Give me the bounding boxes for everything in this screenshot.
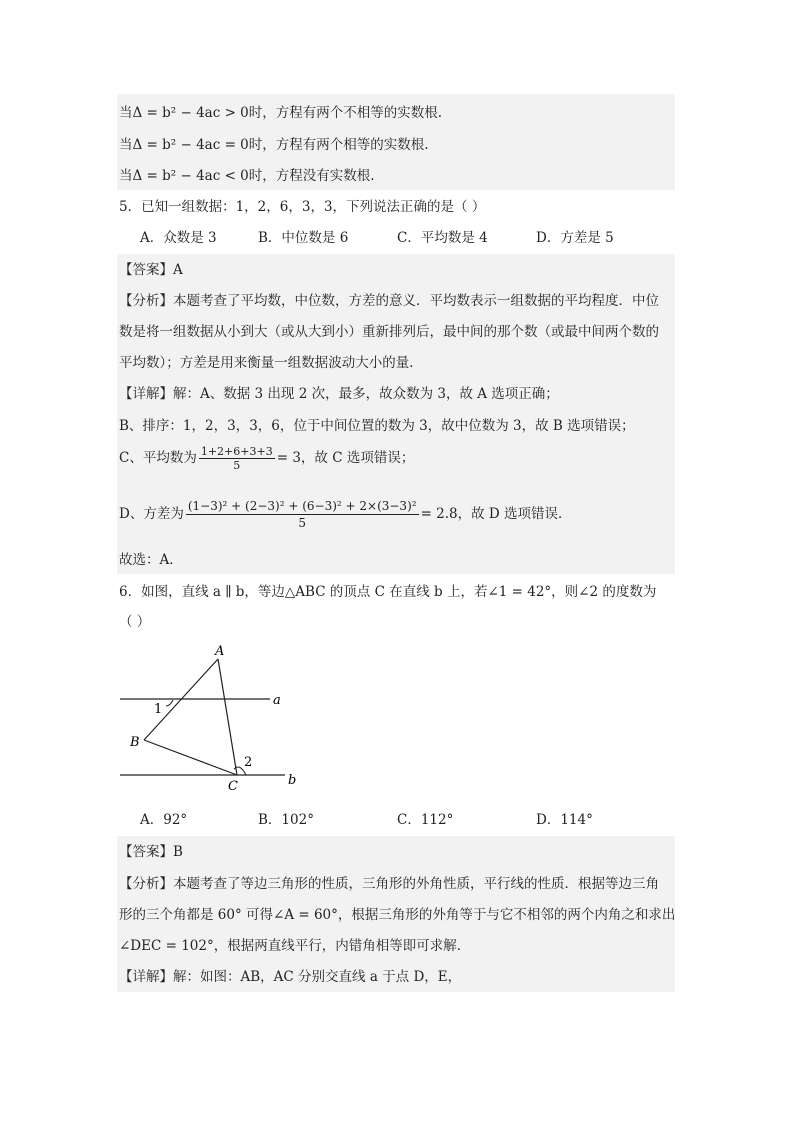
delta-line-positive: 当Δ = b² − 4ac > 0时，方程有两个不相等的实数根. xyxy=(119,105,443,121)
label-vertex-b: B xyxy=(130,735,140,750)
label-line-b: b xyxy=(288,773,297,788)
q5-variance-denominator: 5 xyxy=(298,516,307,530)
q5-option-a: A．众数是 3 xyxy=(140,230,217,246)
q5-option-c: C．平均数是 4 xyxy=(397,230,488,246)
q5-detail-a: 【详解】解：A、数据 3 出现 2 次，最多，故众数为 3，故 A 选项正确； xyxy=(119,386,559,402)
label-angle-2: 2 xyxy=(244,755,253,770)
side-bc xyxy=(144,740,237,775)
q5-detail-d-suffix: = 2.8，故 D 选项错误． xyxy=(420,506,572,522)
q6-option-d: D．114° xyxy=(536,812,593,828)
q5-analysis-line-2: 数是将一组数据从小到大（或从大到小）重新排列后，最中间的那个数（或最中间两个数的 xyxy=(119,324,659,340)
q5-mean-fraction xyxy=(199,445,275,472)
q6-analysis-line-3: ∠DEC = 102°，根据两直线平行，内错角相等即可求解． xyxy=(119,938,471,954)
label-angle-1: 1 xyxy=(154,702,163,717)
angle-1-arc xyxy=(166,700,173,706)
label-line-a: a xyxy=(273,693,281,708)
q6-analysis-line-1: 【分析】本题考查了等边三角形的性质，三角形的外角性质，平行线的性质．根据等边三角 xyxy=(119,876,659,892)
delta-line-negative: 当Δ = b² − 4ac < 0时，方程没有实数根. xyxy=(119,168,375,184)
q6-stem: 6．如图，直线 a ∥ b，等边△ABC 的顶点 C 在直线 b 上，若∠1 = 42°，则∠2 的度数为 xyxy=(119,584,657,600)
q5-detail-d-prefix: D、方差为 xyxy=(119,506,184,522)
q5-analysis-line-1: 【分析】本题考查了平均数，中位数，方差的意义．平均数表示一组数据的平均程度．中位 xyxy=(119,293,659,309)
q5-detail-c-prefix: C、平均数为 xyxy=(119,450,197,466)
q5-option-b: B．中位数是 6 xyxy=(258,230,349,246)
q6-detail: 【详解】解：如图：AB，AC 分别交直线 a 于点 D，E， xyxy=(119,969,462,985)
q6-figure xyxy=(110,642,310,797)
q6-option-a: A．92° xyxy=(140,812,188,828)
q5-analysis-line-3: 平均数）；方差是用来衡量一组数据波动大小的量． xyxy=(119,355,423,371)
label-vertex-c: C xyxy=(228,779,238,794)
q5-stem: 5．已知一组数据：1，2，6，3，3，下列说法正确的是（ ） xyxy=(119,199,486,215)
q6-answer: 【答案】B xyxy=(119,844,183,860)
q5-mean-numerator: 1+2+6+3+3 xyxy=(200,445,273,458)
q5-conclusion: 故选：A． xyxy=(119,552,183,568)
q6-option-b: B．102° xyxy=(258,812,314,828)
q5-detail-d xyxy=(119,498,572,531)
label-vertex-a: A xyxy=(215,644,225,659)
q6-analysis-line-2: 形的三个角都是 60° 可得∠A = 60°，根据三角形的外角等于与它不相邻的两个内角之和求出 xyxy=(119,907,676,923)
side-ac xyxy=(218,659,237,775)
q6-stem-paren: （ ） xyxy=(119,614,151,630)
q5-answer: 【答案】A xyxy=(119,262,183,278)
q5-detail-c-suffix: = 3，故 C 选项错误； xyxy=(276,450,415,466)
q5-detail-c xyxy=(119,445,414,472)
q5-variance-numerator: (1−3)² + (2−3)² + (6−3)² + 2×(3−3)² xyxy=(187,499,417,513)
q5-mean-denominator: 5 xyxy=(233,459,241,472)
q5-variance-fraction xyxy=(186,498,419,531)
delta-line-zero: 当Δ = b² − 4ac = 0时，方程有两个相等的实数根. xyxy=(119,137,429,153)
q5-detail-b: B、排序：1，2，3，3，6，位于中间位置的数为 3，故中位数为 3，故 B 选项错误； xyxy=(119,418,635,434)
q6-option-c: C．112° xyxy=(397,812,454,828)
q5-option-d: D．方差是 5 xyxy=(536,230,614,246)
